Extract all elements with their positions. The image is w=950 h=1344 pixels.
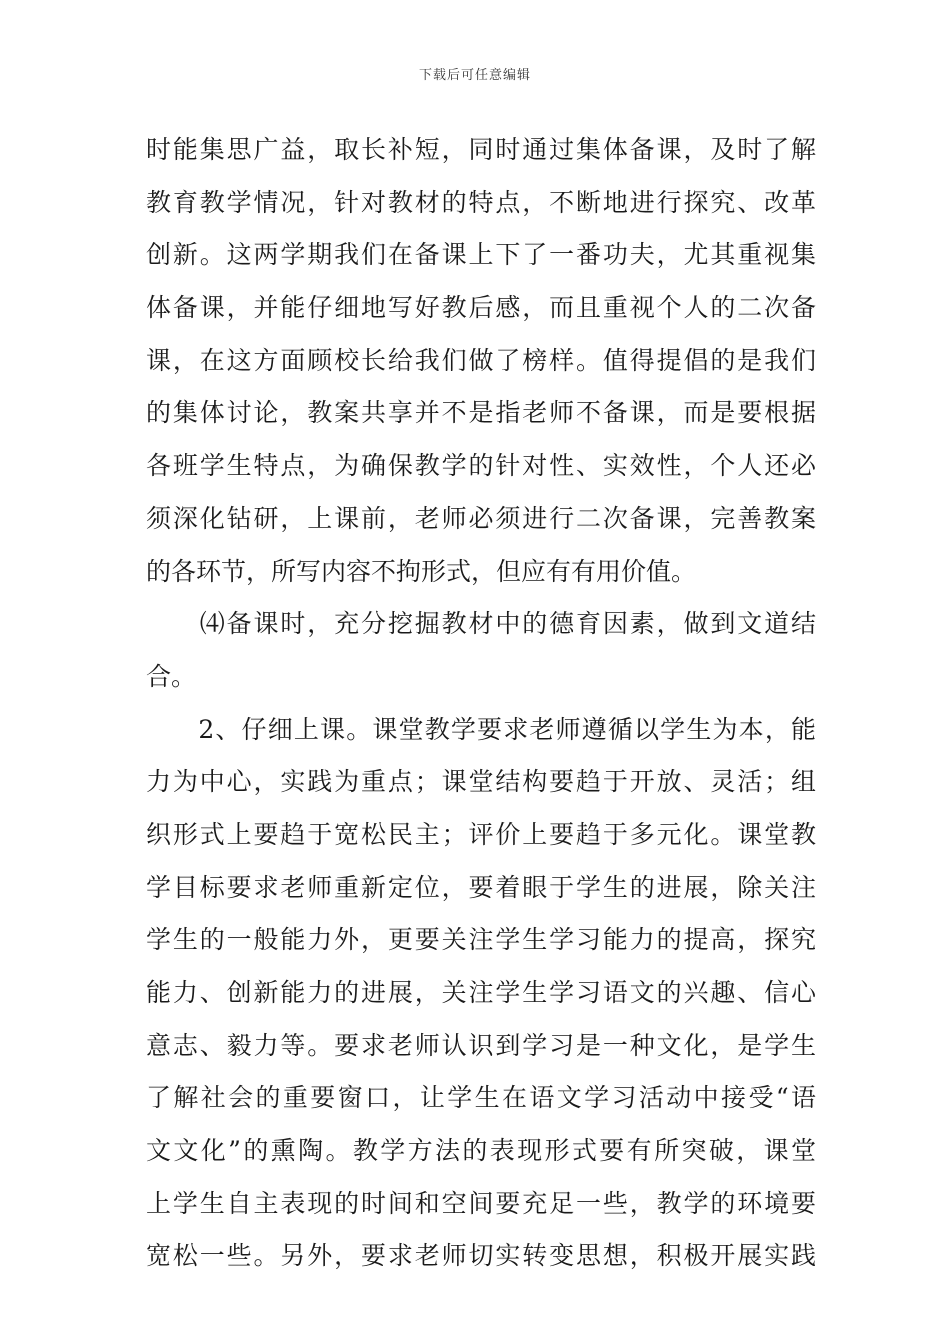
text-line: 各班学生特点，为确保教学的针对性、实效性，个人还必 [146, 451, 816, 481]
text-line: 合。 [146, 661, 197, 691]
text-line: 上学生自主表现的时间和空间要充足一些，教学的环境要 [146, 1188, 816, 1218]
text-line: 体备课，并能仔细地写好教后感，而且重视个人的二次备 [146, 293, 816, 323]
text-line: 学目标要求老师重新定位，要着眼于学生的进展，除关注 [146, 872, 816, 902]
text-line: 宽松一些。另外，要求老师切实转变思想，积极开展实践 [146, 1241, 816, 1271]
text-line: ⑷备课时，充分挖掘教材中的德育因素，做到文道结 [146, 609, 816, 639]
text-line: 时能集思广益，取长补短，同时通过集体备课，及时了解 [146, 135, 816, 164]
text-line: 学生的一般能力外，更要关注学生学习能力的提高，探究 [146, 925, 816, 955]
text-line: 力为中心，实践为重点；课堂结构要趋于开放、灵活；组 [146, 767, 816, 797]
text-line: 2、仔细上课。课堂教学要求老师遵循以学生为本，能 [146, 714, 816, 744]
body-text [146, 124, 816, 1283]
text-line: 的集体讨论，教案共享并不是指老师不备课，而是要根据 [146, 398, 816, 428]
text-line: 能力、创新能力的进展，关注学生学习语文的兴趣、信心 [146, 978, 816, 1007]
text-line: 的各环节，所写内容不拘形式，但应有有用价值。 [146, 556, 697, 586]
text-line: 文文化”的熏陶。教学方法的表现形式要有所突破，课堂 [146, 1136, 816, 1166]
page-header: 下载后可任意编辑 [418, 68, 531, 83]
text-line: 须深化钻研，上课前，老师必须进行二次备课，完善教案 [146, 503, 816, 533]
text-line: 织形式上要趋于宽松民主；评价上要趋于多元化。课堂教 [146, 819, 816, 849]
text-line: 创新。这两学期我们在备课上下了一番功夫，尤其重视集 [146, 240, 816, 270]
text-line: 了解社会的重要窗口，让学生在语文学习活动中接受“语 [146, 1083, 816, 1113]
text-line: 教育教学情况，针对教材的特点，不断地进行探究、改革 [146, 187, 816, 217]
text-line: 意志、毅力等。要求老师认识到学习是一种文化，是学生 [146, 1030, 816, 1060]
text-line: 课，在这方面顾校长给我们做了榜样。值得提倡的是我们 [146, 345, 816, 375]
